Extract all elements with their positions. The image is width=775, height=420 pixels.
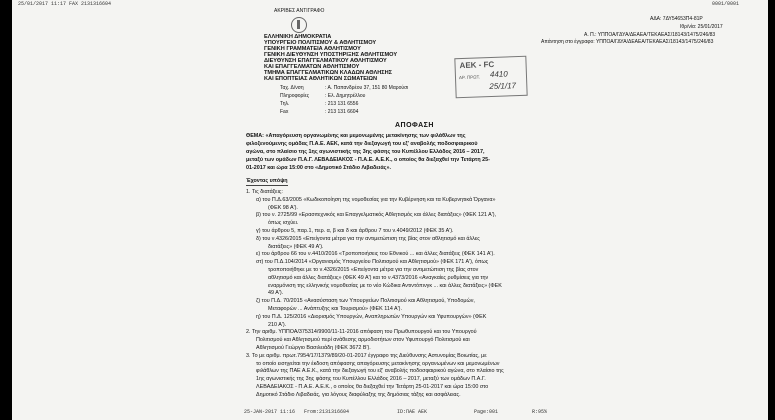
stamp-number: 4410	[489, 69, 508, 80]
consideration-line: 49 Α').	[268, 290, 284, 297]
protocol-number: Α. Π.: ΥΠΠΟΑ/ΓΔΥΑ/ΔΕΑΕΑ/ΤΕΚΑΕΑΣ/18143/1475/246/83	[584, 32, 716, 38]
consideration-line: Δημοτικό Στάδιο Λιβαδειάς, για λόγους διαφύλαξης της δημόσιας τάξης και ασφάλειας.	[256, 391, 461, 398]
consideration-line: Αθλητισμού Γεώργιο Βασιλειάδη (ΦΕΚ 3672 Β').	[256, 345, 371, 351]
consideration-line: η) του Π.Δ. 125/2016 «Διορισμός Υπουργών, Αναπληρωτών Υπουργών και Υφυπουργών» (ΦΕΚ	[256, 313, 487, 320]
contact-key: Ταχ. Δ/νση	[280, 85, 304, 91]
heading-underline	[246, 185, 288, 186]
consideration-line: 2. Την αριθμ. ΥΠΠΟΑ/375314/9900/11-11-2016 απόφαση του Πρωθυπουργού και του Υπουργού	[246, 329, 477, 336]
authority-line: ΚΑΙ ΕΠΑΓΓΕΛΜΑΤΩΝ ΑΘΛΗΤΙΣΜΟΥ	[264, 64, 360, 70]
fax-header-right: 0001/0001	[712, 1, 740, 7]
document-date: Ιθρ/νία: 25/01/2017	[680, 24, 723, 30]
consideration-line: β) του ν. 2725/99 «Ερασιτεχνικός και Επαγγελματικός Αθλητισμός και άλλες διατάξεις» (ΦΕΚ 121 Α'),	[256, 212, 497, 219]
decision-title: ΑΠΟΦΑΣΗ	[395, 122, 434, 129]
authority-line: ΓΕΝΙΚΗ ΓΡΑΜΜΑΤΕΙΑ ΑΘΛΗΤΙΣΜΟΥ	[264, 46, 361, 52]
fax-footer-ratio: R:95%	[532, 409, 548, 415]
subject-line: αγώνα, στο πλαίσιο της 1ης αγωνιστικής της 3ης φάσης του Κυπέλλου Ελλάδος 2016 – 2017,	[246, 149, 485, 155]
fax-footer-from: From:2131316604	[304, 409, 350, 415]
consideration-line: Πολιτισμού και Αθλητισμού περί ανάθεσης αρμοδιοτήτων στον Υφυπουργό Πολιτισμού και	[256, 337, 470, 344]
greek-emblem-icon	[291, 17, 307, 33]
contact-key: Τηλ.	[280, 101, 290, 107]
consideration-line: στ) του Π.Δ.104/2014 «Οργανισμός Υπουργείου Πολιτισμού και Αθλητισμού» (ΦΕΚ 171 Α'), όπως	[256, 259, 489, 266]
consideration-line: τροποποιήθηκε με το ν.4326/2015 «Επείγοντα μέτρα για την αντιμετώπιση της βίας στον	[268, 267, 479, 273]
consideration-line: Μεταφορών ... Ανάπτυξης και Τουρισμού» (ΦΕΚ 114 Α').	[268, 306, 402, 312]
consideration-line: ζ) του Π.Δ. 70/2015 «Ανασύσταση των Υπουργείων Πολιτισμού και Αθλητισμού, Υποδομών,	[256, 298, 475, 305]
fax-footer-date: 25-JAN-2017 11:16	[244, 409, 296, 415]
consideration-line: αθλητισμό και άλλες διατάξεις» (ΦΕΚ 49 Α') και το ν.4373/2016 «Αναγκαίες ρυθμίσεις για την	[268, 274, 489, 281]
consideration-line: 1ης αγωνιστικής της 3ης φάσης του Κυπέλλου Ελλάδος 2016 – 2017, μεταξύ των ομάδων Π.Α.Γ.	[256, 376, 486, 383]
authority-line: ΚΑΙ ΕΠΟΠΤΕΙΑΣ ΑΘΛΗΤΙΚΩΝ ΣΩΜΑΤΕΙΩΝ	[264, 76, 378, 82]
stamp-title: ΑΕΚ - FC	[459, 59, 495, 71]
authority-line: ΓΕΝΙΚΗ ΔΙΕΥΘΥΝΣΗ ΥΠΟΣΤΗΡΙΞΗΣ ΑΘΛΗΤΙΣΜΟΥ	[264, 52, 398, 58]
contact-value: : Α. Παπανδρέου 37, 151 80 Μαρούσι	[325, 85, 409, 91]
fax-page	[12, 0, 768, 420]
consideration-line: όπως ισχύει.	[268, 220, 299, 227]
contact-value: : Ελ. Δημητρέλλου	[325, 93, 366, 99]
fax-header-left: 25/01/2017 11:17 FAX 2131316604	[18, 1, 112, 7]
consideration-line: α) του Π.Δ.63/2005 «Κωδικοποίηση της νομοθεσίας για την Κυβέρνηση και τα Κυβερνητικά Όργανα»	[256, 196, 496, 203]
subject-line: ΘΕΜΑ: «Απαγόρευση οργανωμένης και μεμονωμένης μετακίνησης των φιλάθλων της	[246, 133, 466, 139]
consideration-line: 3. Το με αριθμ. πρωτ.7954/17/1379/89/20-01-2017 έγγραφο της Διεύθυνσης Αστυνομίας Βοιωτίας, με	[246, 352, 487, 359]
contact-value: : 213 131 6604	[325, 109, 359, 115]
contact-key: Fax	[280, 109, 289, 115]
subject-line: φιλοξενούμενης ομάδας Π.Α.Ε. ΑΕΚ, κατά την διεξαγωγή του εξ' αναβολής ποδοσφαιρικού	[246, 141, 478, 147]
consideration-line: το οποίο εισηγείται την έκδοση απόφασης απαγόρευσης μετακίνησης οργανωμένων και μεμονωμένων	[256, 360, 500, 367]
consideration-line: ΛΕΒΑΔΕΙΑΚΟΣ - Π.Α.Ε. Α.Ε.Κ., ο οποίος θα διεξαχθεί την Τετάρτη 25-01-2017 και ώρα 15:00 στο	[256, 384, 489, 390]
subject-line: 01-2017 και ώρα 15:00 στο «Δημοτικό Στάδιο Λιβαδειάς».	[246, 165, 391, 171]
consideration-line: (ΦΕΚ 98 Α').	[268, 204, 298, 211]
contact-key: Πληροφορίες	[280, 93, 310, 99]
consideration-line: ε) του άρθρου 66 του ν.4410/2016 «Τροποποιήσεις του Εθνικού ... και άλλες διατάξεις (ΦΕΚ 141 Α').	[256, 251, 495, 258]
authority-line: ΥΠΟΥΡΓΕΙΟ ΠΟΛΙΤΙΣΜΟΥ & ΑΘΛΗΤΙΣΜΟΥ	[264, 40, 377, 46]
authority-line: ΕΛΛΗΝΙΚΗ ΔΗΜΟΚΡΑΤΙΑ	[264, 34, 332, 40]
authority-line: ΤΜΗΜΑ ΕΠΑΓΓΕΛΜΑΤΙΚΩΝ ΚΛΑΔΩΝ ΑΘΛΗΣΗΣ	[264, 70, 393, 76]
stamp-date: 25/1/17	[489, 81, 517, 92]
subject-line: μεταξύ των ομάδων Π.Α.Γ. ΛΕΒΑΔΕΙΑΚΟΣ - Π.Α.Ε. Α.Ε.Κ., ο οποίος θα διεξαχθεί την Τετάρτη 25-	[246, 157, 490, 163]
fax-footer-page: Page:001	[474, 409, 499, 415]
consideration-line: γ) του άρθρου 5, παρ.1, περ. α, β και δ και άρθρου 7 του ν.4049/2012 (ΦΕΚ 35 Α').	[256, 228, 454, 234]
certified-copy-label: ΑΚΡΙΒΕΣ ΑΝΤΙΓΡΑΦΟ	[274, 8, 325, 14]
consideration-line: 1. Τις διατάξεις:	[246, 189, 283, 195]
having-considered-heading: Έχοντας υπόψη	[246, 178, 288, 184]
authority-line: ΔΙΕΥΘΥΝΣΗ ΕΠΑΓΓΕΛΜΑΤΙΚΟΥ ΑΘΛΗΤΙΣΜΟΥ	[264, 58, 387, 64]
ada-number: ΑΔΑ: 7ΔΥ54653Π4-81Ρ	[650, 16, 703, 22]
reply-reference: Απάντηση στο έγγραφο: ΥΠΠΟΑ/ΓΔΥΑ/ΔΕΑΕΑ/ΤΕΚΑΕΑΣ/18143/1475/246/83	[541, 39, 714, 45]
consideration-line: δ) του ν.4326/2015 «Επείγοντα μέτρα για την αντιμετώπιση της βίας στον αθλητισμό και άλλες	[256, 235, 480, 242]
stamp-line: ΑΡ. ΠΡΩΤ.	[458, 74, 481, 81]
consideration-line: φιλάθλων της ΠΑΕ Α.Ε.Κ., κατά την διεξαγωγή του εξ' αναβολής ποδοσφαιρικού αγώνα, στο πλαίσιο της	[256, 368, 504, 375]
consideration-line: 210 Α').	[268, 321, 287, 328]
fax-footer-to: ID:ΠΑΕ ΑΕΚ	[397, 409, 428, 415]
contact-value: : 213 131 6556	[325, 101, 359, 107]
aek-received-stamp	[454, 56, 527, 98]
consideration-line: διατάξεις» (ΦΕΚ 49 Α').	[268, 243, 324, 250]
consideration-line: εναρμόνιση της ελληνικής νομοθεσίας με το νέο Κώδικα Αντιντόπινγκ ... και άλλες διατάξεις» (ΦΕΚ	[268, 282, 502, 289]
